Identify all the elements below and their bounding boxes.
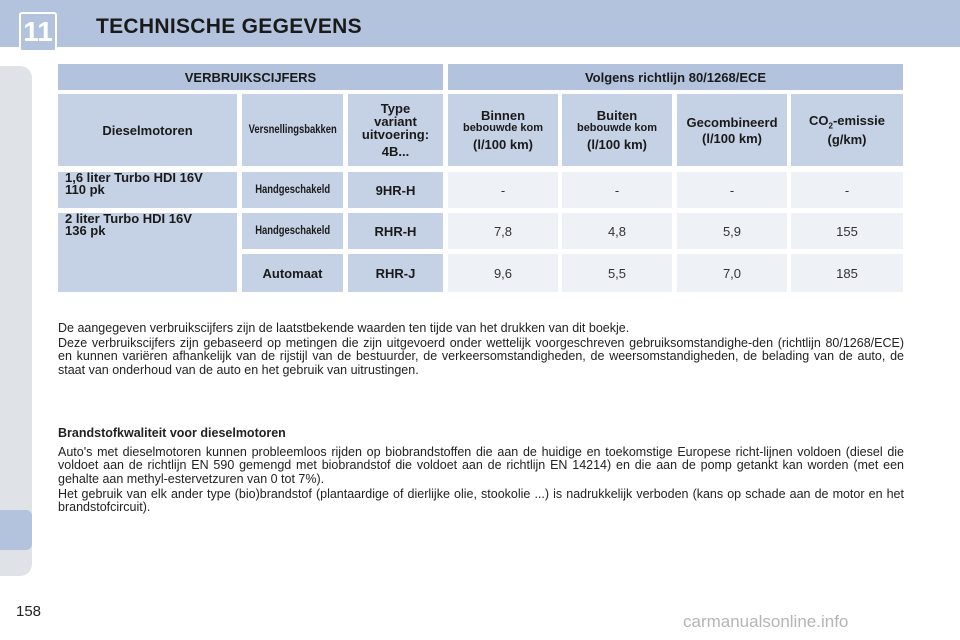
table-header-directive: Volgens richtlijn 80/1268/ECE [448,64,903,90]
table-row-2-urban: 7,8 [448,213,558,249]
col-header-combined: Gecombineerd (l/100 km) [677,94,787,166]
col-header-co2: $CO_2$-emissie (g/km) [791,94,903,166]
table-row-3-gearbox: Automaat [242,254,343,292]
col-header-urban: Binnen bebouwde kom (l/100 km) [448,94,558,166]
table-row-2-combined: 5,9 [677,213,787,249]
table-row-2-type: RHR-H [348,213,443,249]
consumption-note: De aangegeven verbruikscijfers zijn de laatstbekende waarden ten tijde van het drukken van dit boekje. [58,321,630,335]
table-row-1-type: 9HR-H [348,172,443,208]
table-row-3-extra: 5,5 [562,254,672,292]
section-heading-fuel-quality: Brandstofkwaliteit voor dieselmotoren [58,426,286,440]
engine-label-1-6: 1,6 liter Turbo HDI 16V 110 pk [58,172,237,208]
table-row-2-co2: 155 [791,213,903,249]
consumption-explanation: Deze verbruikscijfers zijn gebaseerd op metingen die zijn uitgevoerd onder wettelijk voorgeschreven gebruiksomstandighe-den (richtlijn 80/1268/ECE) en kunnen variëren afhankelijk van de rijstijl van de bestuurder, de verkeersomstandigheden, de weersomstandigheden, de belading van de auto, de staat van onderhoud van de auto en het gebruik van uitrustingen. [58,336,904,377]
table-row-3-type: RHR-J [348,254,443,292]
col-header-extra-urban: Buiten bebouwde kom (l/100 km) [562,94,672,166]
col-header-type: Type variant uitvoering: 4B... [348,94,443,166]
table-row-3-urban: 9,6 [448,254,558,292]
table-row-1-extra: - [562,172,672,208]
table-row-3-co2: 185 [791,254,903,292]
prohibited-fuel-paragraph: Het gebruik van elk ander type (bio)brandstof (plantaardige of dierlijke olie, stookolie ...) is nadrukkelijk verboden (kans op schade aan de motor en het brandstofcircuit). [58,487,904,515]
table-row-3-combined: 7,0 [677,254,787,292]
engine-label-2-0: 2 liter Turbo HDI 16V 136 pk [58,213,237,292]
col-header-gearbox: Versnellingsbakken [242,94,343,166]
chapter-badge: 11 [19,12,57,52]
table-row-1-co2: - [791,172,903,208]
biofuel-paragraph: Auto's met dieselmotoren kunnen probleemloos rijden op biobrandstoffen die aan de huidige en toekomstige Europese richt-lijnen voldoen (diesel die voldoet aan de richtlijn EN 590 gemengd met biobrandstof die voldoet aan de richtlijn EN 14214) en die aan de pomp getankt kan worden (met een gehalte aan methyl-estervetzuren van 0 tot 7%). [58,445,904,486]
table-header-consumption: VERBRUIKSCIJFERS [58,64,443,90]
side-tab [0,510,32,550]
table-row-1-gearbox: Handgeschakeld [242,172,343,208]
table-row-2-gearbox: Handgeschakeld [242,213,343,249]
page-title: TECHNISCHE GEGEVENS [96,15,362,38]
table-row-2-extra: 4,8 [562,213,672,249]
table-row-1-combined: - [677,172,787,208]
side-strip [0,66,32,576]
table-row-1-urban: - [448,172,558,208]
page-number: 158 [16,603,42,620]
watermark: carmanualsonline.info [683,612,849,631]
col-header-engine: Dieselmotoren [58,94,237,166]
